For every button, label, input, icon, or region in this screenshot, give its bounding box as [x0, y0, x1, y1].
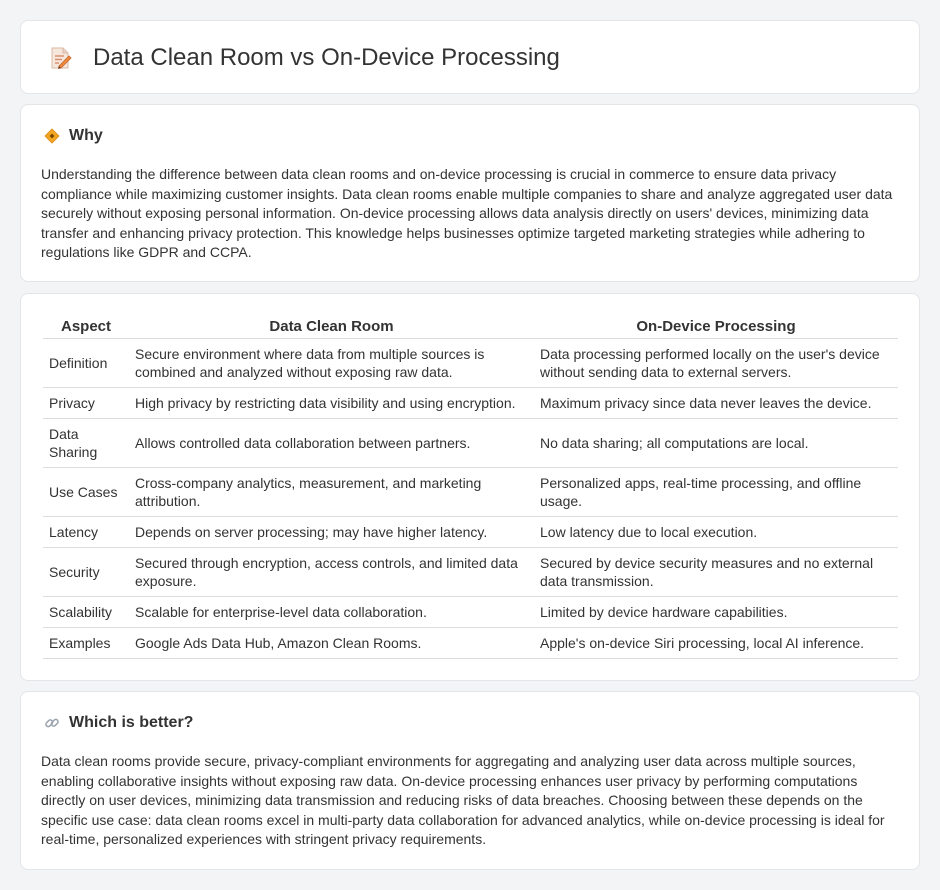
row-data-clean-room: Secured through encryption, access controls, and limited data exposure. [129, 547, 534, 596]
why-title: Why [69, 127, 103, 144]
row-on-device: Limited by device hardware capabilities. [534, 596, 898, 627]
row-data-clean-room: Depends on server processing; may have higher latency. [129, 516, 534, 547]
table-row [43, 418, 898, 467]
row-data-clean-room: Secure environment where data from multiple sources is combined and analyzed without exposing raw data. [129, 338, 534, 387]
row-on-device: Maximum privacy since data never leaves the device. [534, 387, 898, 418]
better-text: Data clean rooms provide secure, privacy-compliant environments for aggregating and analyzing user data across multiple sources, enabling collaborative insights without exposing raw data. On-device processing enhances user privacy by performing computations directly on user devices, minimizing data transmission and reducing risks of data breaches. Choosing between these depends on the specific use case: data clean rooms excel in multi-party data collaboration for advanced analytics, while on-device processing is ideal for real-time, personalized experiences with stringent privacy requirements. [41, 753, 885, 848]
row-on-device: Apple's on-device Siri processing, local AI inference. [534, 627, 898, 658]
title-row [47, 44, 560, 72]
row-aspect: Data Sharing [43, 418, 129, 467]
row-aspect: Examples [43, 627, 129, 658]
row-on-device: Data processing performed locally on the user's device without sending data to external servers. [534, 338, 898, 387]
table-row [43, 627, 898, 658]
row-aspect: Latency [43, 516, 129, 547]
row-aspect: Security [43, 547, 129, 596]
table-header-row [43, 315, 898, 338]
diamond-warning-icon [43, 127, 61, 145]
header-data-clean-room: Data Clean Room [129, 315, 534, 338]
table-row [43, 547, 898, 596]
table-row [43, 387, 898, 418]
comparison-table [43, 315, 898, 659]
row-aspect: Use Cases [43, 467, 129, 516]
page-title: Data Clean Room vs On-Device Processing [93, 44, 560, 71]
row-aspect: Scalability [43, 596, 129, 627]
table-row [43, 596, 898, 627]
row-on-device: Low latency due to local execution. [534, 516, 898, 547]
better-title: Which is better? [69, 714, 194, 731]
header-on-device-processing: On-Device Processing [534, 315, 898, 338]
comparison-section [20, 293, 920, 681]
row-on-device: Personalized apps, real-time processing, and offline usage. [534, 467, 898, 516]
row-data-clean-room: Google Ads Data Hub, Amazon Clean Rooms. [129, 627, 534, 658]
row-data-clean-room: Cross-company analytics, measurement, and marketing attribution. [129, 467, 534, 516]
row-aspect: Definition [43, 338, 129, 387]
header-aspect: Aspect [43, 315, 129, 338]
row-on-device: No data sharing; all computations are local. [534, 418, 898, 467]
why-section [20, 104, 920, 282]
title-card [20, 20, 920, 94]
table-row [43, 467, 898, 516]
row-data-clean-room: Scalable for enterprise-level data collaboration. [129, 596, 534, 627]
row-on-device: Secured by device security measures and no external data transmission. [534, 547, 898, 596]
link-icon [43, 714, 61, 732]
row-data-clean-room: Allows controlled data collaboration between partners. [129, 418, 534, 467]
better-heading [43, 714, 193, 732]
row-data-clean-room: High privacy by restricting data visibility and using encryption. [129, 387, 534, 418]
table-row [43, 338, 898, 387]
row-aspect: Privacy [43, 387, 129, 418]
document-edit-icon [47, 45, 73, 71]
why-heading [43, 127, 103, 145]
which-is-better-section [20, 691, 920, 870]
why-text: Understanding the difference between data clean rooms and on-device processing is crucial in commerce to ensure data privacy compliance while maximizing customer insights. Data clean rooms enable multiple companies to share and analyze aggregated user data securely without exposing personal information. On-device processing allows data analysis directly on users' devices, minimizing data transfer and enhancing privacy protection. This knowledge helps businesses optimize targeted marketing strategies while adhering to regulations like GDPR and CCPA. [41, 166, 893, 261]
table-row [43, 516, 898, 547]
